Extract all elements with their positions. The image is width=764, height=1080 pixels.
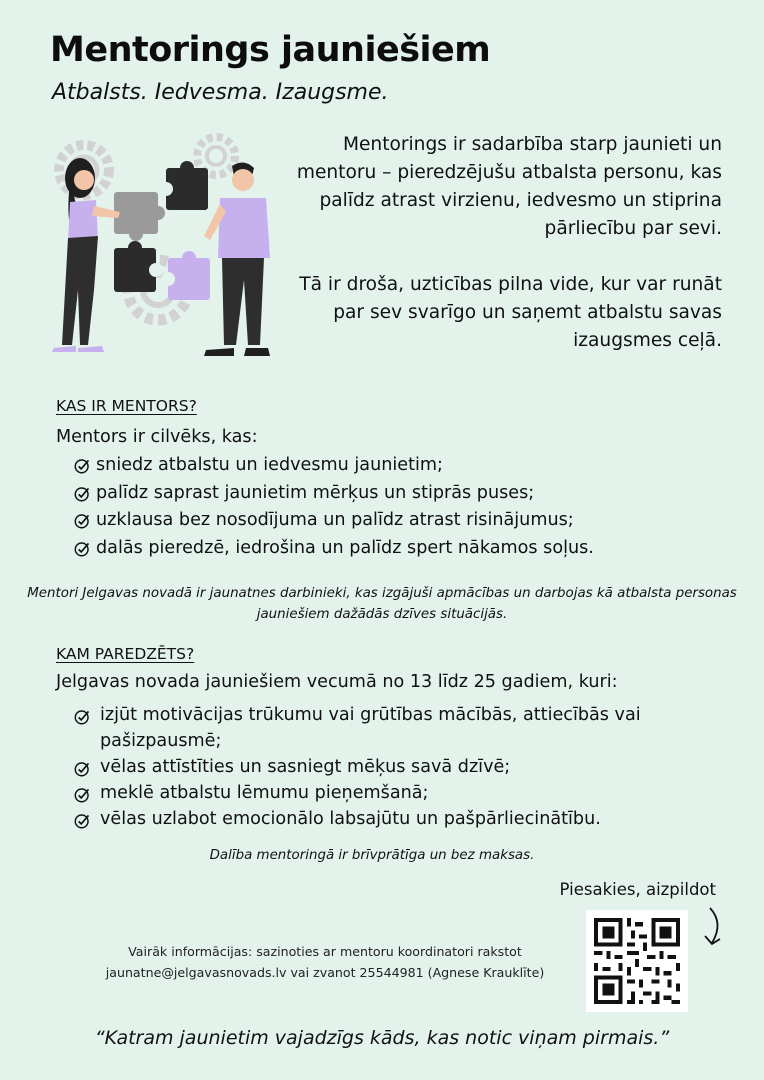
list-item-text: meklē atbalstu lēmumu pieņemšanā; xyxy=(100,783,429,803)
page-title: Mentorings jauniešiem xyxy=(50,30,491,70)
checkmark-circle-icon xyxy=(74,708,91,725)
checkmark-circle-icon xyxy=(74,457,91,474)
checkmark-circle-icon xyxy=(74,485,91,502)
curved-arrow-icon xyxy=(700,905,730,950)
list-item xyxy=(74,535,594,563)
puzzle-piece-icon xyxy=(114,241,163,292)
target-section-heading: KAM PAREDZĒTS? xyxy=(56,645,195,663)
mentor-section-heading: KAS IR MENTORS? xyxy=(56,397,197,415)
checkmark-circle-icon xyxy=(74,512,91,529)
participation-note: Dalība mentoringā ir brīvprātīga un bez maksas. xyxy=(209,848,535,863)
list-item-text: vēlas attīstīties un sasniegt mēķus savā dzīvē; xyxy=(100,757,511,777)
checkmark-circle-icon xyxy=(74,540,91,557)
contact-info xyxy=(80,941,570,983)
intro-paragraph: Mentorings ir sadarbība starp jaunieti un mentoru – pieredzējušu atbalsta personu, kas palīdz atrast virzienu, iedvesmo un stiprina pārliecību par sevi. xyxy=(296,134,722,239)
intro-text xyxy=(282,131,722,355)
mentor-section-intro: Mentors ir cilvēks, kas: xyxy=(56,427,258,447)
list-item-text: dalās pieredzē, iedrošina un palīdz spert nākamos soļus. xyxy=(96,537,594,558)
mentors-note: Mentori Jelgavas novadā ir jaunatnes darbinieki, kas izgājuši apmācības un darbojas kā atbalsta personas jauniešiem dažādās dzīves situācijās. xyxy=(27,586,737,622)
page-subtitle: Atbalsts. Iedvesma. Izaugsme. xyxy=(52,80,389,105)
qr-code-icon[interactable] xyxy=(586,910,688,1012)
apply-label: Piesakies, aizpildot xyxy=(559,880,716,899)
man-figure-icon xyxy=(204,162,270,356)
target-section-intro: Jelgavas novada jauniešiem vecumā no 13 līdz 25 gadiem, kuri: xyxy=(56,672,618,692)
list-item-text: vēlas uzlabot emocionālo labsajūtu un pašpārliecinātību. xyxy=(100,809,601,829)
list-item xyxy=(74,452,594,480)
list-item xyxy=(74,702,714,754)
closing-quote: “Katram jaunietim vajadzīgs kāds, kas notic viņam pirmais.” xyxy=(94,1027,670,1049)
list-item xyxy=(74,754,714,780)
list-item-text: sniedz atbalstu un iedvesmu jaunietim; xyxy=(96,455,443,475)
contact-line: Vairāk informācijas: sazinoties ar mentoru koordinatori rakstot xyxy=(128,944,522,959)
list-item xyxy=(74,507,594,535)
checkmark-circle-icon xyxy=(74,786,91,803)
list-item xyxy=(74,780,714,806)
puzzle-piece-icon xyxy=(114,192,165,241)
contact-line[interactable]: jaunatne@jelgavasnovads.lv vai zvanot 25544981 (Agnese Krauklīte) xyxy=(105,965,545,980)
list-item-text: uzklausa bez nosodījuma un palīdz atrast risinājumus; xyxy=(96,510,574,530)
intro-paragraph: Tā ir droša, uzticības pilna vide, kur var runāt par sev svarīgo un saņemt atbalstu savas izaugsmes ceļā. xyxy=(299,274,722,351)
list-item xyxy=(74,480,594,508)
puzzle-piece-icon xyxy=(159,161,208,210)
mentoring-illustration xyxy=(48,130,280,365)
checkmark-circle-icon xyxy=(74,812,91,829)
list-item-text: izjūt motivācijas trūkumu vai grūtības mācībās, attiecībās vai pašizpausmē; xyxy=(100,705,641,751)
list-item xyxy=(74,806,714,832)
list-item-text: palīdz saprast jaunietim mērķus un stiprās puses; xyxy=(96,482,535,503)
mentor-qualities-list xyxy=(74,452,594,562)
checkmark-circle-icon xyxy=(74,760,91,777)
target-audience-list xyxy=(74,702,714,832)
